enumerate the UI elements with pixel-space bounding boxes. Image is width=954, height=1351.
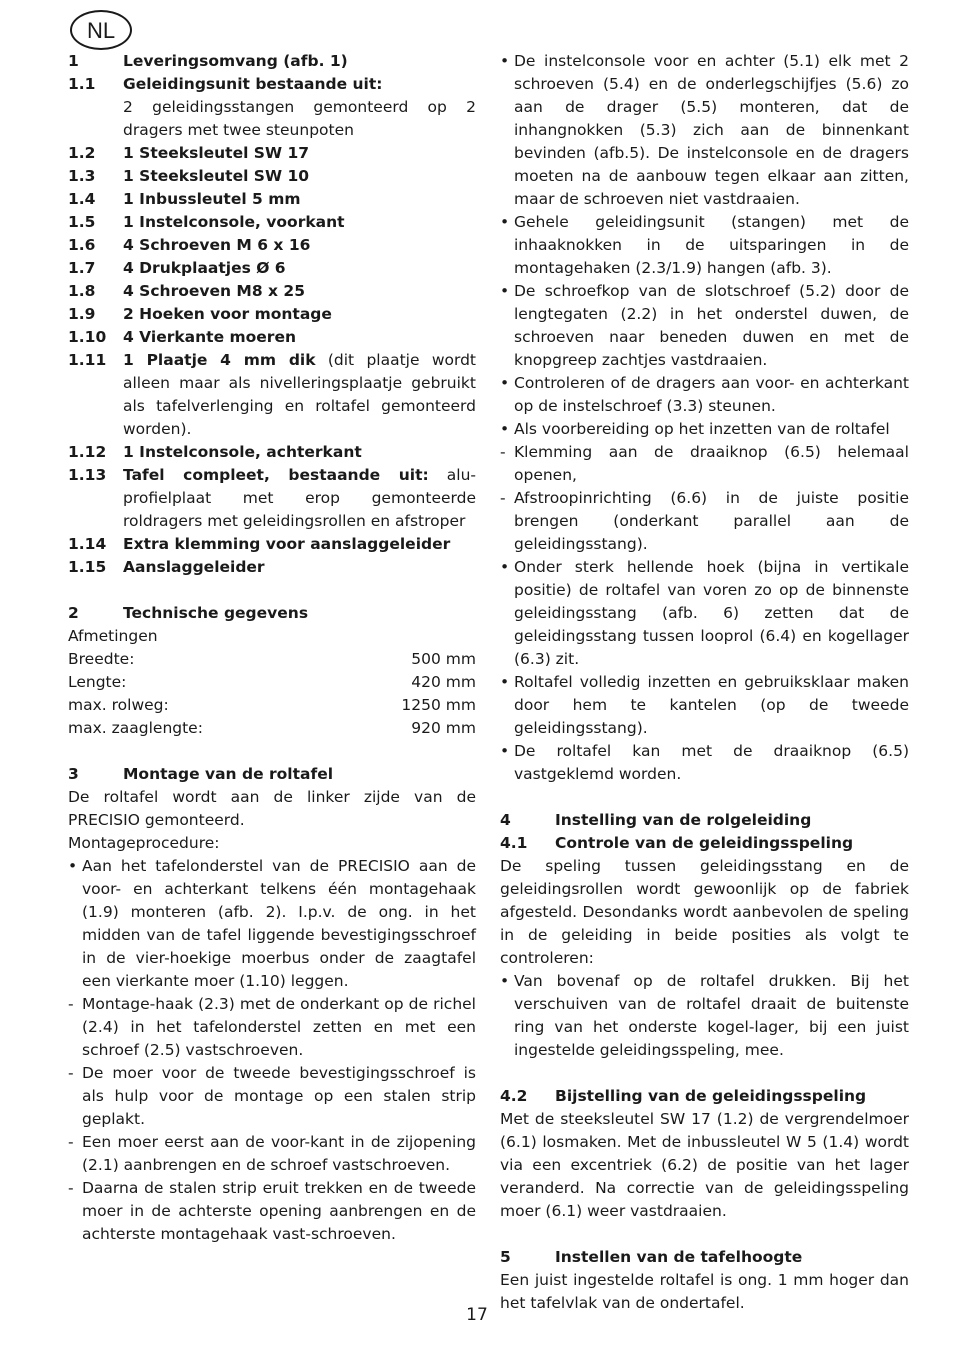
bullet-text: De moer voor de tweede bevestigingsschroef is als hulp voor de montage op een stalen strip geplakt.	[82, 1064, 476, 1128]
section-4-title: Instelling van de rolgeleiding	[555, 811, 812, 829]
list-item	[68, 211, 476, 234]
item-text	[123, 165, 476, 188]
item-number: 1.9	[68, 305, 96, 323]
bullet-mark: •	[500, 52, 510, 70]
section-1-number: 1	[68, 52, 79, 70]
language-badge: NL	[70, 10, 132, 50]
bullet-text: De schroefkop van de slotschroef (5.2) door de lengtegaten (2.2) in het onderstel duwen, de schroeven naar beneden duwen en met de knopgreep zachtjes vastdraaien.	[514, 282, 909, 369]
list-item	[68, 280, 476, 303]
section-4-2-heading	[500, 1085, 909, 1108]
bullet-mark: •	[68, 857, 78, 875]
spec-list	[68, 648, 476, 740]
bullet-text: Montage-haak (2.3) met de onderkant op de richel (2.4) in het tafelonderstel zetten en met een schroef (2.5) vastschroeven.	[82, 995, 476, 1059]
item-text	[123, 234, 476, 257]
list-item	[68, 1062, 476, 1131]
section-2-title: Technische gegevens	[123, 604, 309, 622]
list-item	[500, 441, 909, 487]
bullet-text: Aan het tafelonderstel van de PRECISIO aan de voor- en achterkant telkens één montagehaak (1.9) monteren (afb. 2). I.p.v. de ong. in het midden van de tafel liggende bevestigingsschroef in de vier-hoekige moerbus onder de zaagtafel een vierkante moer (1.10) leggen.	[82, 857, 476, 990]
list-item	[500, 211, 909, 280]
bullet-mark: •	[500, 420, 510, 438]
item-title: 4 Schroeven M 6 x 16	[123, 236, 311, 254]
item-number: 1.13	[68, 466, 107, 484]
section-3-intro: De roltafel wordt aan de linker zijde van de PRECISIO gemonteerd.	[68, 788, 476, 829]
section-5-title: Instellen van de tafelhoogte	[555, 1248, 803, 1266]
bullet-mark: -	[500, 489, 506, 507]
bullet-mark: •	[500, 282, 510, 300]
section-4-2-title: Bijstelling van de geleidingsspeling	[555, 1087, 867, 1105]
item-text	[123, 188, 476, 211]
list-item	[68, 533, 476, 556]
dimensions-label: Afmetingen	[68, 627, 158, 645]
section-1-title: Leveringsomvang (afb. 1)	[123, 52, 348, 70]
item-description: alu-profielplaat met erop gemonteerde roldragers met geleidingsrollen en afstroper	[123, 466, 476, 530]
item-description: (dit plaatje wordt alleen maar als nivelleringsplaatje gebruikt als tafelverlenging en roltafel gemonteerd worden).	[123, 351, 476, 438]
bullet-text: Onder sterk hellende hoek (bijna in vertikale positie) de roltafel van voren zo op de binnenste geleidingsstang (afb. 6) zetten dat de geleidingsstang tussen looprol (6.4) en kogellager (6.3) zit.	[514, 558, 909, 668]
item-title: 4 Drukplaatjes Ø 6	[123, 259, 286, 277]
section-4-1-bullet	[500, 970, 909, 1062]
section-2-number: 2	[68, 604, 79, 622]
item-number: 1.15	[68, 558, 107, 576]
list-item	[68, 464, 476, 533]
item-text	[123, 556, 476, 579]
section-5-heading	[500, 1246, 909, 1269]
bullet-mark: •	[500, 374, 510, 392]
bullet-text: Afstroopinrichting (6.6) in de juiste positie brengen (onderkant parallel aan de geleidingsstang).	[514, 489, 909, 553]
spec-label: max. rolweg:	[68, 696, 169, 714]
item-text	[123, 303, 476, 326]
item-number: 1.11	[68, 351, 107, 369]
section-1-heading	[68, 50, 476, 73]
bullet-text: Van bovenaf op de roltafel drukken. Bij het verschuiven van de roltafel draait de buitenste ring van het onderste kogel-lager, bij een juist ingestelde geleidingsspeling, mee.	[514, 972, 909, 1059]
item-title: 1 Inbussleutel 5 mm	[123, 190, 301, 208]
list-item	[68, 349, 476, 441]
list-item	[68, 1177, 476, 1246]
left-column	[68, 50, 476, 1246]
list-item	[500, 487, 909, 556]
item-text	[123, 533, 476, 556]
bullet-text: Roltafel volledig inzetten en gebruiksklaar maken door hem te kantelen (op de tweede geleidingsstang).	[514, 673, 909, 737]
spec-row	[68, 694, 476, 717]
section-4-2-number: 4.2	[500, 1087, 528, 1105]
section-4-1-title: Controle van de geleidingsspeling	[555, 834, 854, 852]
bullet-mark: •	[500, 673, 510, 691]
item-title: 1 Instelconsole, voorkant	[123, 213, 345, 231]
list-item	[68, 441, 476, 464]
item-text	[123, 441, 476, 464]
bullet-mark: -	[68, 1179, 74, 1197]
list-item	[68, 165, 476, 188]
list-item	[500, 418, 909, 441]
item-number: 1.4	[68, 190, 96, 208]
section-4-1-heading	[500, 832, 909, 855]
list-item	[500, 372, 909, 418]
bullet-text: De instelconsole voor en achter (5.1) elk met 2 schroeven (5.4) en de onderlegschijfjes (5.6) zo aan de drager (5.5) monteren, dat de inhangnokken (5.3) zich aan de binnenkant bevinden (afb.5). De instelconsole en de dragers moeten na de aanbouw tegen elkaar aan zitten, maar de schroeven niet vastdraaien.	[514, 52, 909, 208]
list-item	[68, 855, 476, 993]
spec-label: Breedte:	[68, 650, 135, 668]
item-title: 2 Hoeken voor montage	[123, 305, 332, 323]
item-text	[123, 142, 476, 165]
list-item	[500, 280, 909, 372]
bullet-text: Gehele geleidingsunit (stangen) met de inhaaknokken in de uitsparingen in de montagehaken (2.3/1.9) hangen (afb. 3).	[514, 213, 909, 277]
section-3-heading	[68, 763, 476, 786]
item-text	[123, 464, 476, 533]
page-number: 17	[466, 1305, 488, 1325]
item-text	[123, 326, 476, 349]
item-number: 1.7	[68, 259, 96, 277]
list-item	[68, 556, 476, 579]
list-item	[500, 556, 909, 671]
item-number: 1.14	[68, 535, 107, 553]
item-title: Aanslaggeleider	[123, 558, 265, 576]
item-title: 1 Steeksleutel SW 17	[123, 144, 310, 162]
spec-value: 920 mm	[411, 719, 476, 737]
list-item	[500, 50, 909, 211]
list-item	[500, 671, 909, 740]
item-number: 1.12	[68, 443, 107, 461]
bullet-mark: -	[500, 443, 506, 461]
item-number: 1.10	[68, 328, 107, 346]
spec-value: 1250 mm	[401, 696, 476, 714]
list-item	[68, 188, 476, 211]
bullet-text: Een moer eerst aan de voor-kant in de zijopening (2.1) aanbrengen en de schroef vastschroeven.	[82, 1133, 476, 1174]
list-item	[68, 1131, 476, 1177]
spec-value: 420 mm	[411, 673, 476, 691]
item-description: 2 geleidingsstangen gemonteerd op 2 dragers met twee steunpoten	[123, 98, 476, 139]
item-number: 1.6	[68, 236, 96, 254]
item-number: 1.8	[68, 282, 96, 300]
item-title: 1 Instelconsole, achterkant	[123, 443, 362, 461]
item-title: 4 Vierkante moeren	[123, 328, 296, 346]
section-4-1-text: De speling tussen geleidingsstang en de geleidingsrollen wordt gewoonlijk op de fabriek afgesteld. Desondanks wordt aanbevolen de speling in de geleiding in beide posities als volgt te controleren:	[500, 857, 909, 967]
right-column	[500, 50, 909, 1315]
bullet-mark: •	[500, 742, 510, 760]
section-2-heading	[68, 602, 476, 625]
item-text	[123, 211, 476, 234]
spec-label: Lengte:	[68, 673, 127, 691]
section-5-text: Een juist ingestelde roltafel is ong. 1 mm hoger dan het tafelvlak van de ondertafel.	[500, 1271, 909, 1312]
bullet-text: Als voorbereiding op het inzetten van de roltafel	[514, 420, 890, 438]
item-number: 1.1	[68, 75, 96, 93]
spec-row	[68, 671, 476, 694]
bullet-text: Klemming aan de draaiknop (6.5) helemaal openen,	[514, 443, 909, 484]
bullet-mark: •	[500, 213, 510, 231]
spec-label: max. zaaglengte:	[68, 719, 203, 737]
item-number: 1.2	[68, 144, 96, 162]
mounting-steps-right	[500, 50, 909, 786]
item-title: Tafel compleet, bestaande uit:	[123, 466, 429, 484]
item-title: 1 Plaatje 4 mm dik	[123, 351, 316, 369]
bullet-text: Controleren of de dragers aan voor- en achterkant op de instelschroef (3.3) steunen.	[514, 374, 909, 415]
section-5-number: 5	[500, 1248, 511, 1266]
list-item	[68, 234, 476, 257]
procedure-label: Montageprocedure:	[68, 834, 220, 852]
spec-value: 500 mm	[411, 650, 476, 668]
spec-row	[68, 648, 476, 671]
section-3-number: 3	[68, 765, 79, 783]
bullet-text: De roltafel kan met de draaiknop (6.5) vastgeklemd worden.	[514, 742, 909, 783]
item-title: 4 Schroeven M8 x 25	[123, 282, 305, 300]
bullet-mark: -	[68, 1064, 74, 1082]
item-text	[123, 73, 476, 142]
delivery-items-list	[68, 73, 476, 579]
bullet-mark: •	[500, 558, 510, 576]
section-4-2-text: Met de steeksleutel SW 17 (1.2) de vergrendelmoer (6.1) losmaken. Met de inbussleutel W 5 (1.4) wordt via een excentriek (6.2) de positie van het lager veranderd. Na correctie van de geleidingsspeling moer (6.1) weer vastdraaien.	[500, 1110, 909, 1220]
bullet-mark: -	[68, 1133, 74, 1151]
section-3-title: Montage van de roltafel	[123, 765, 334, 783]
list-item	[68, 73, 476, 142]
item-number: 1.5	[68, 213, 96, 231]
bullet-mark: •	[500, 972, 510, 990]
section-4-heading	[500, 809, 909, 832]
item-text	[123, 257, 476, 280]
list-item	[500, 740, 909, 786]
list-item	[68, 993, 476, 1062]
list-item	[68, 142, 476, 165]
item-title: Extra klemming voor aanslaggeleider	[123, 535, 451, 553]
item-number: 1.3	[68, 167, 96, 185]
item-text	[123, 349, 476, 441]
item-text	[123, 280, 476, 303]
section-4-number: 4	[500, 811, 511, 829]
section-4-1-number: 4.1	[500, 834, 528, 852]
list-item	[68, 257, 476, 280]
spec-row	[68, 717, 476, 740]
list-item	[68, 326, 476, 349]
bullet-text: Daarna de stalen strip eruit trekken en de tweede moer in de achterste opening aanbrengen en de achterste montagehaak vast-schroeven.	[82, 1179, 476, 1243]
mounting-steps-left	[68, 855, 476, 1246]
list-item	[68, 303, 476, 326]
bullet-mark: -	[68, 995, 74, 1013]
item-title: 1 Steeksleutel SW 10	[123, 167, 310, 185]
item-title: Geleidingsunit bestaande uit:	[123, 75, 383, 93]
